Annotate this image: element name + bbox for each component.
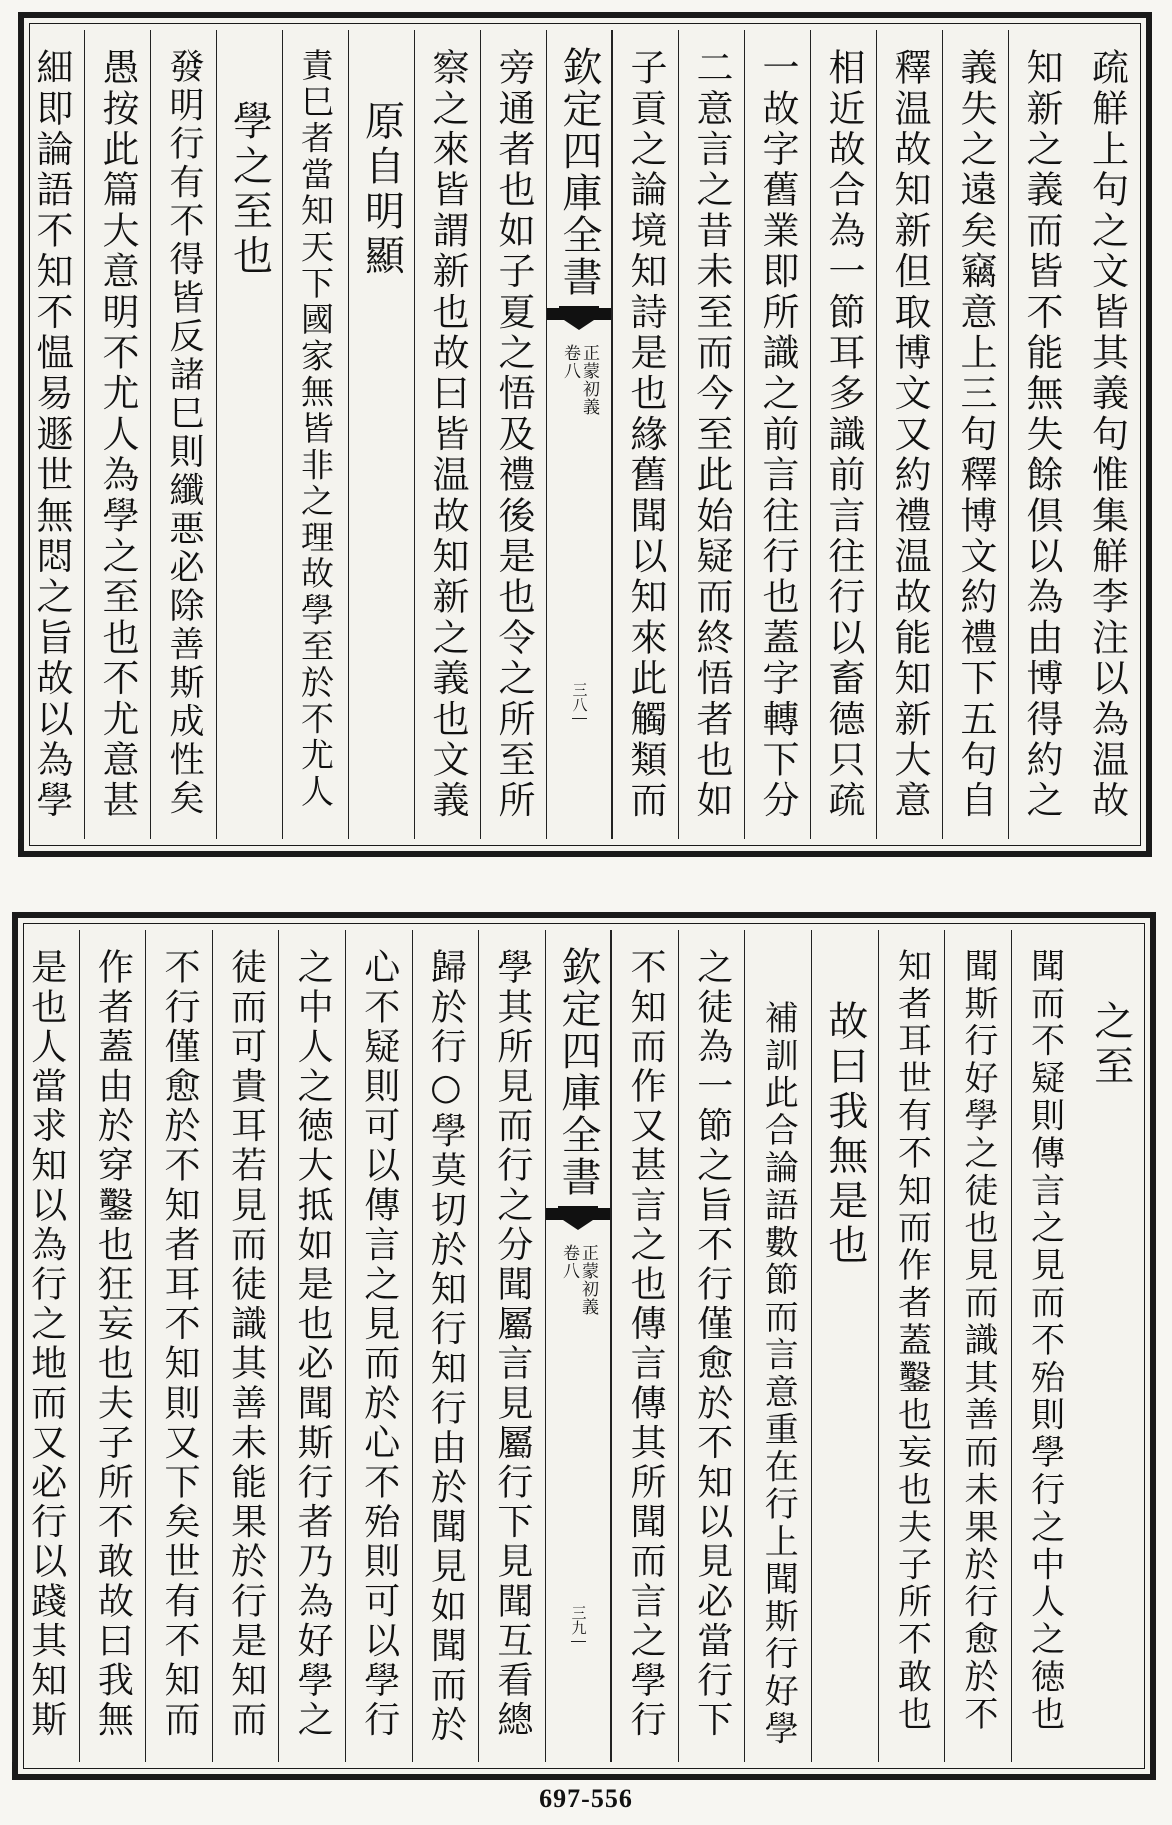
- folio-area: [572, 682, 587, 719]
- book-title-label: 正蒙初義: [578, 1244, 598, 1316]
- folio-rule: [572, 718, 587, 719]
- text-column: [1008, 30, 1074, 839]
- text-column: [1077, 930, 1144, 1762]
- column-text: 作者蓋由於穿鑿也狂妄也夫子所不敢故曰我無: [92, 948, 134, 1740]
- text-column: [216, 30, 282, 839]
- column-text: 子貢之論境知詩是也緣舊聞以知來此觸類而: [624, 48, 667, 822]
- text-column: [678, 930, 745, 1762]
- column-text: 之中人之徳大抵如是也必聞斯行者乃為好學之: [292, 948, 334, 1740]
- fishtail-mark: [546, 1208, 611, 1230]
- text-column: [478, 930, 545, 1762]
- column-text: 學之至也: [226, 100, 273, 280]
- text-column: [612, 30, 678, 839]
- column-text: 義失之遠矣竊意上三句釋博文約禮下五句自: [954, 48, 997, 822]
- column-text: 細即論語不知不愠易遯世無悶之旨故以為學: [30, 48, 73, 822]
- column-text: 故曰我無是也: [821, 1000, 868, 1269]
- volume-label: 卷八: [559, 1244, 579, 1280]
- text-column: [744, 30, 810, 839]
- text-column: [611, 930, 678, 1762]
- column-text: 歸於行○學莫切於知行知行由於聞見如聞而於: [425, 948, 467, 1745]
- folio-rule: [571, 1641, 586, 1642]
- column-text: 二意言之昔未至而今至此始疑而終悟者也如: [690, 48, 733, 822]
- text-column: [1011, 930, 1078, 1762]
- top-page-panel: [18, 12, 1152, 857]
- bottom-page-panel: [12, 912, 1156, 1780]
- text-column: [810, 30, 876, 839]
- column-text: 責巳者當知天下國家無皆非之理故學至於不尤人: [296, 48, 335, 811]
- text-column: [145, 930, 212, 1762]
- text-column: [942, 30, 1008, 839]
- text-column: [212, 930, 279, 1762]
- column-text: 知者耳世有不知而作者蓋鑿也妄也夫子所不敢也: [891, 948, 932, 1734]
- column-text: 愚按此篇大意明不尤人為學之至也不尤意甚: [96, 48, 139, 822]
- column-text: 發明行有不得皆反諸巳則纖悪必除善斯成性矣: [164, 48, 204, 818]
- text-column: [878, 930, 945, 1762]
- column-text: 一故字舊業即所識之前言往行也蓋字轉下分: [756, 48, 799, 822]
- column-text: 之至: [1087, 1000, 1134, 1090]
- text-column: [12, 930, 79, 1762]
- center-title: 欽定四庫全書: [559, 30, 599, 308]
- column-text: 旁通者也如子夏之悟及禮後是也令之所至所: [492, 48, 535, 822]
- column-text: 徒而可貴耳若見而徒識其善未能果於行是知而: [225, 948, 267, 1740]
- text-column: [150, 30, 216, 839]
- text-column: [1074, 30, 1140, 839]
- column-text: 是也人當求知以為行之地而又必行以踐其知斯: [25, 948, 67, 1740]
- text-column: [412, 930, 479, 1762]
- column-text: 相近故合為一節耳多識前言往行以畜德只疏: [822, 48, 865, 822]
- text-column: [678, 30, 744, 839]
- column-text: 聞斯行好學之徒也見而識其善而未果於行愈於不: [958, 948, 999, 1734]
- text-column: [84, 30, 150, 839]
- column-text: 知新之義而皆不能無失餘倶以為由博得約之: [1020, 48, 1063, 822]
- text-column: [278, 930, 345, 1762]
- text-column: [876, 30, 942, 839]
- page-number: 697-556: [539, 1784, 633, 1813]
- column-text: 釋温故知新但取博文又約禮温故能知新大意: [888, 48, 931, 822]
- text-column: [282, 30, 348, 839]
- text-column: [811, 930, 878, 1762]
- volume-label: 卷八: [560, 344, 580, 380]
- column-text: 不行僅愈於不知者耳不知則又下矣世有不知而: [158, 948, 200, 1740]
- text-column: [348, 30, 414, 839]
- folio-area: [571, 1605, 586, 1642]
- text-column: [345, 930, 412, 1762]
- center-labels: [561, 344, 597, 416]
- column-text: 不知而作又甚言之也傳言傳其所聞而言之學行: [625, 948, 667, 1740]
- column-text: 聞而不疑則傳言之見而不殆則學行之中人之徳也: [1024, 948, 1065, 1734]
- text-column: [414, 30, 480, 839]
- text-column: [744, 930, 811, 1762]
- column-text: 原自明顯: [358, 100, 405, 280]
- column-text: 補訓此合論語數節而言意重在行上聞斯行好學: [758, 1000, 799, 1748]
- column-text: 心不疑則可以傳言之見而於心不殆則可以學行: [358, 948, 400, 1740]
- top-center-margin: [546, 30, 612, 839]
- folio-number: 三九: [569, 1605, 588, 1635]
- column-text: 之徒為一節之旨不行僅愈於不知以見必當行下: [691, 948, 733, 1740]
- text-column: [944, 930, 1011, 1762]
- text-column: [18, 30, 84, 839]
- folio-number: 三八: [570, 682, 589, 712]
- center-title: 欽定四庫全書: [558, 930, 598, 1208]
- column-text: 疏觧上句之文皆其義句惟集觧李注以為温故: [1085, 48, 1129, 822]
- center-labels: [560, 1244, 596, 1316]
- text-column: [79, 930, 146, 1762]
- column-text: 學其所見而行之分聞屬言見屬行下見聞互看總: [491, 948, 533, 1740]
- bottom-center-margin: [545, 930, 612, 1762]
- text-column: [480, 30, 546, 839]
- book-title-label: 正蒙初義: [579, 344, 599, 416]
- fishtail-mark: [547, 308, 611, 330]
- column-text: 察之來皆謂新也故曰皆温故知新之義也文義: [426, 48, 469, 822]
